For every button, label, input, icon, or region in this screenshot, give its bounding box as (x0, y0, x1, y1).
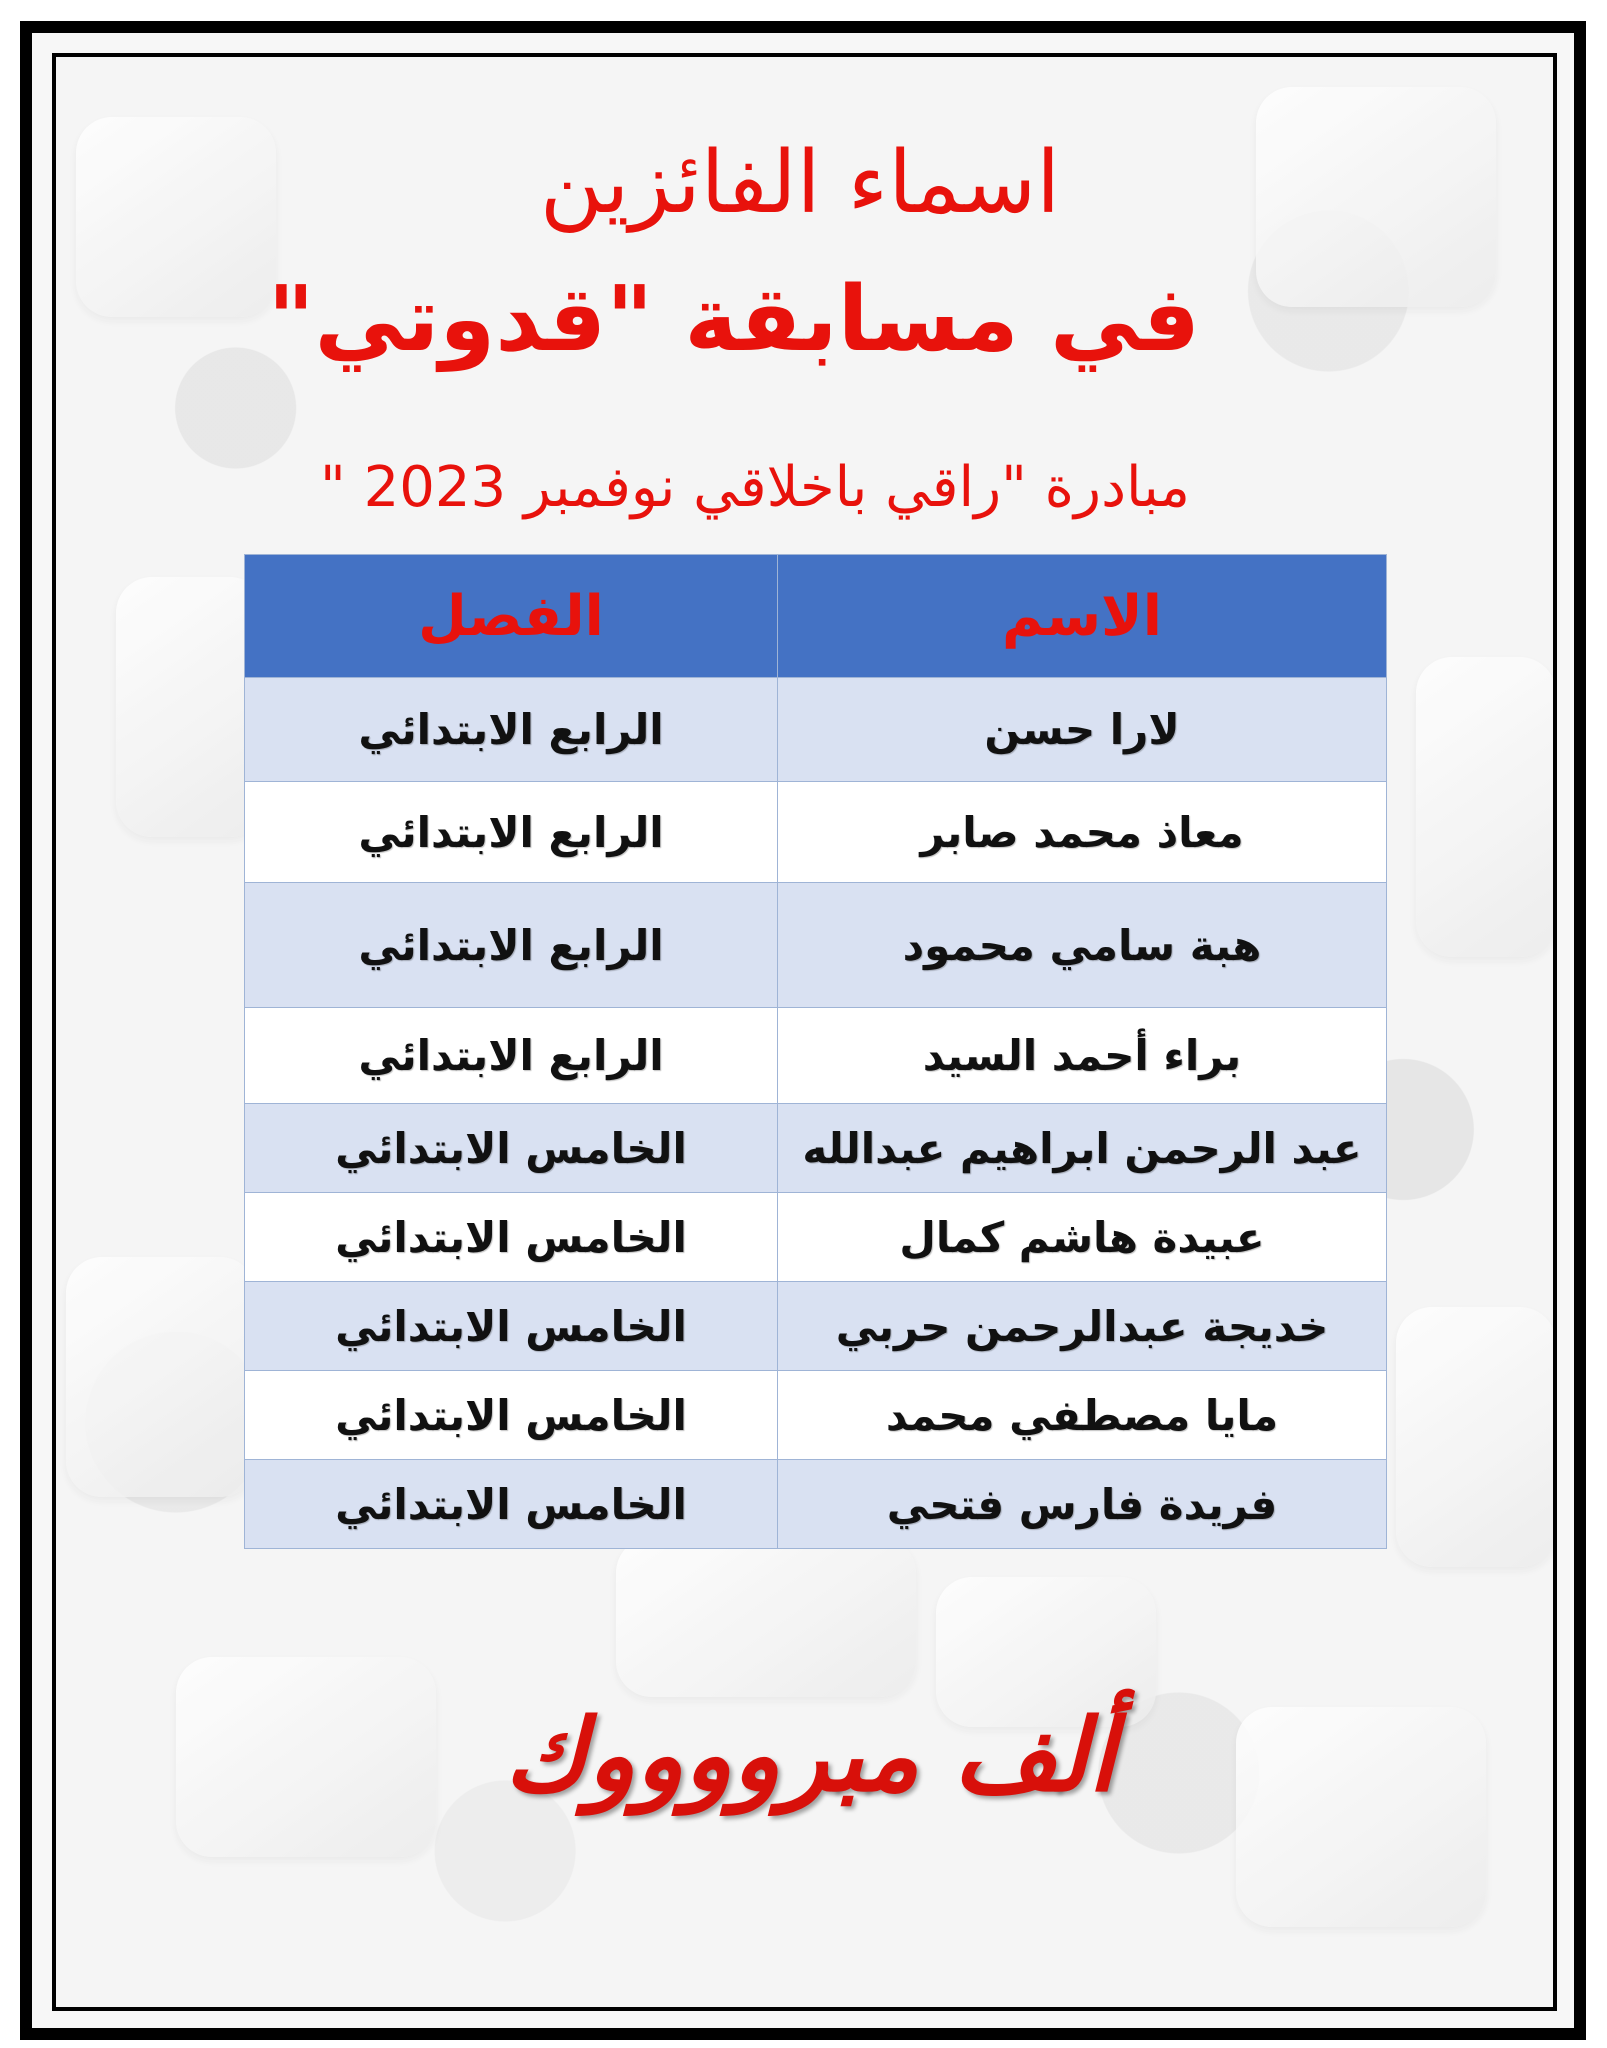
winner-class: الخامس الابتدائي (245, 1282, 778, 1371)
background-tile (1416, 657, 1556, 957)
table-row (245, 1193, 1387, 1282)
winner-class: الرابع الابتدائي (245, 883, 778, 1008)
winner-name: هبة سامي محمود (778, 883, 1387, 1008)
header-name: الاسم (778, 555, 1387, 678)
winner-name: عبد الرحمن ابراهيم عبدالله (778, 1104, 1387, 1193)
page-title: اسماء الفائزين (539, 133, 1061, 233)
winner-class: الخامس الابتدائي (245, 1371, 778, 1460)
background-tile (66, 1257, 256, 1497)
background-tile (1236, 1707, 1486, 1927)
background-tile (1396, 1307, 1556, 1567)
initiative-subtitle: مبادرة "راقي باخلاقي نوفمبر 2023 " (320, 455, 1190, 520)
winner-name: براء أحمد السيد (778, 1008, 1387, 1104)
table-row (245, 1104, 1387, 1193)
table-row (245, 782, 1387, 883)
winner-name: مايا مصطفي محمد (778, 1371, 1387, 1460)
winner-name: عبيدة هاشم كمال (778, 1193, 1387, 1282)
table-header-row (245, 555, 1387, 678)
table-row (245, 1371, 1387, 1460)
background-tile (176, 1657, 436, 1857)
winner-name: معاذ محمد صابر (778, 782, 1387, 883)
background-tile (616, 1537, 916, 1697)
background-tile (1256, 87, 1496, 307)
header-class: الفصل (245, 555, 778, 678)
winner-class: الخامس الابتدائي (245, 1193, 778, 1282)
table-row (245, 1460, 1387, 1549)
winner-class: الخامس الابتدائي (245, 1460, 778, 1549)
winner-class: الخامس الابتدائي (245, 1104, 778, 1193)
winner-class: الرابع الابتدائي (245, 1008, 778, 1104)
winner-name: خديجة عبدالرحمن حربي (778, 1282, 1387, 1371)
table-row (245, 883, 1387, 1008)
congratulations-text: ألف مبرووووك (504, 1696, 1116, 1814)
winners-table (244, 554, 1387, 1549)
table-row (245, 678, 1387, 782)
winner-name: لارا حسن (778, 678, 1387, 782)
table-row (245, 1008, 1387, 1104)
winner-name: فريدة فارس فتحي (778, 1460, 1387, 1549)
winner-class: الرابع الابتدائي (245, 782, 778, 883)
competition-title: في مسابقة "قدوتي" (267, 267, 1200, 372)
background-tile (76, 117, 276, 317)
table-row (245, 1282, 1387, 1371)
winner-class: الرابع الابتدائي (245, 678, 778, 782)
